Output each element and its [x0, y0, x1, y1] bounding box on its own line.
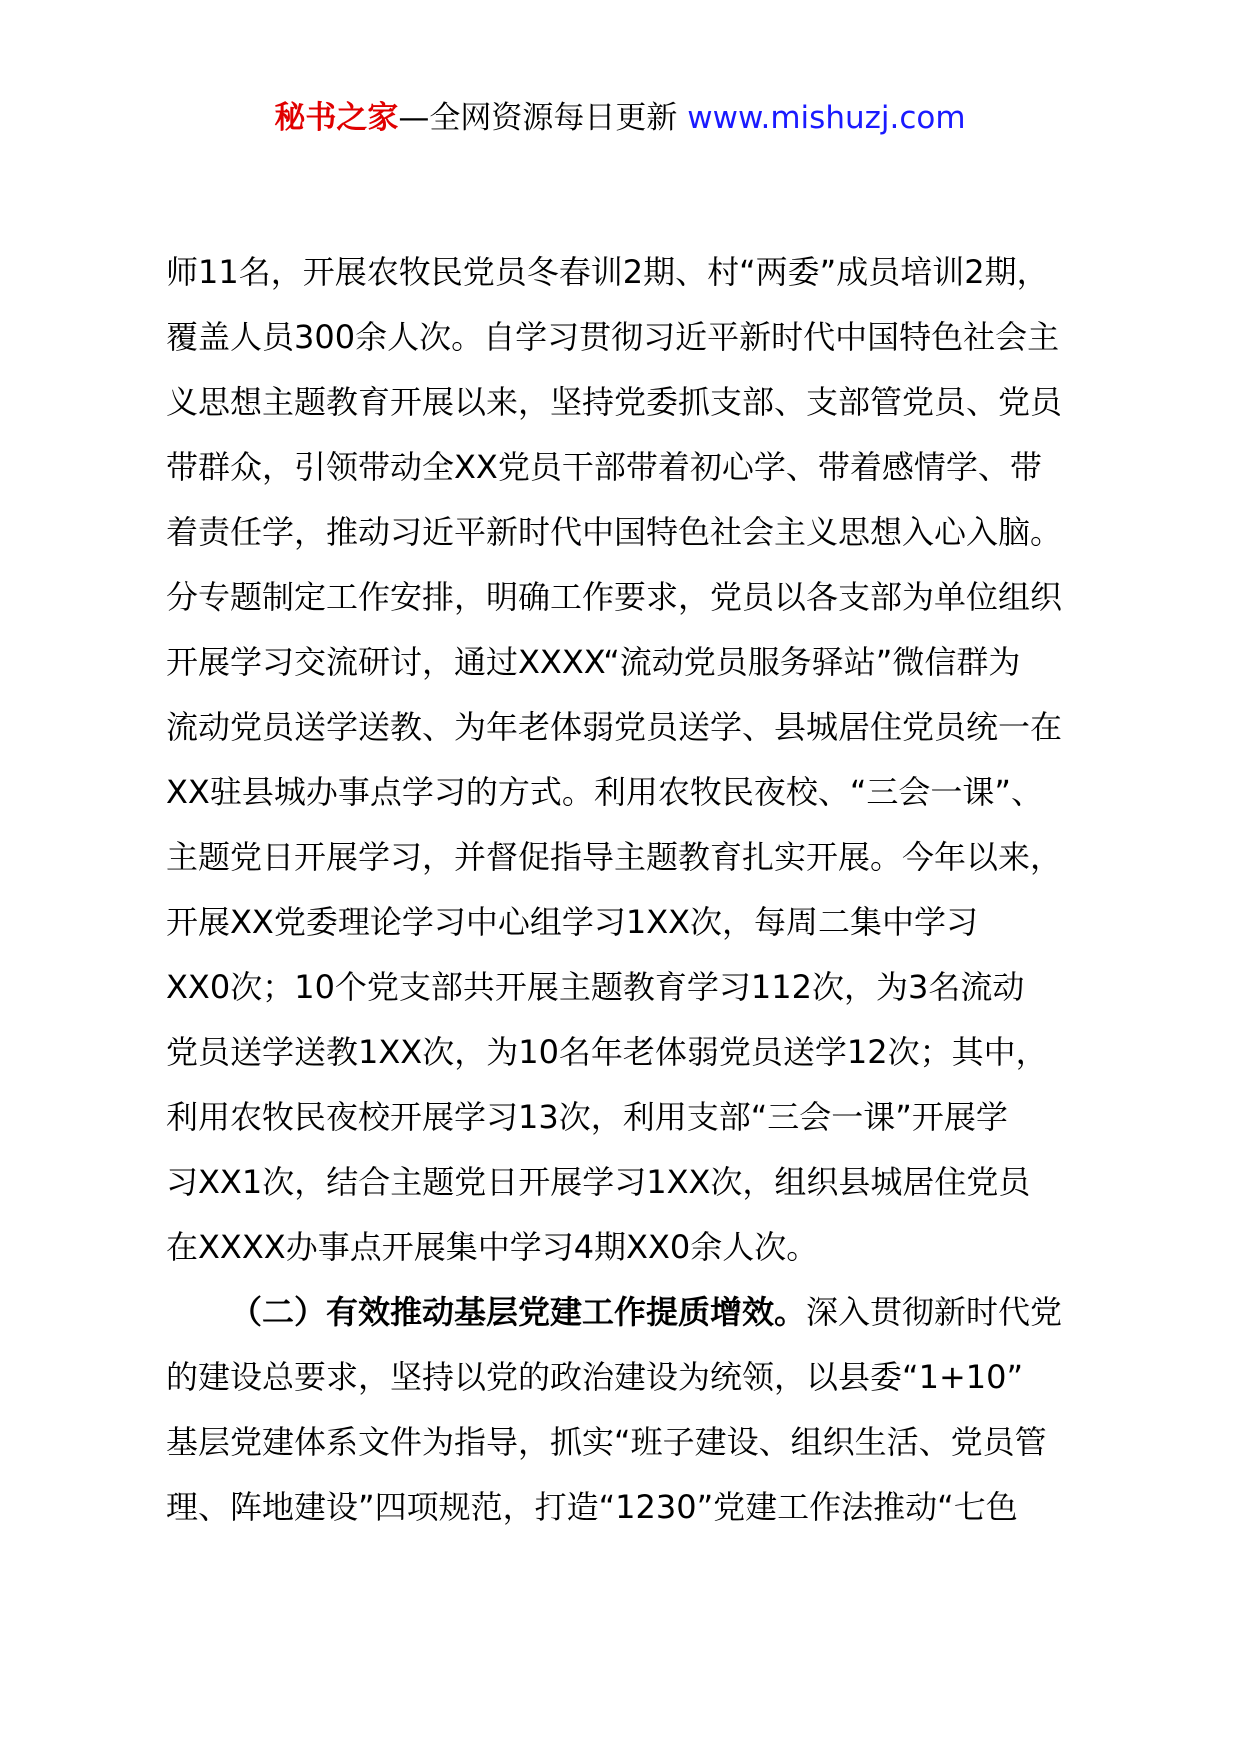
- text-line: 流动党员送学送教、为年老体弱党员送学、县城居住党员统一在: [166, 708, 1063, 746]
- text-line: 开展学习交流研讨，通过XXXX“流动党员服务驿站”微信群为: [166, 643, 1021, 681]
- text-line: 习XX1次，结合主题党日开展学习1XX次，组织县城居住党员: [166, 1163, 1031, 1201]
- document-body: [166, 240, 1126, 1540]
- text-line: 主题党日开展学习，并督促指导主题教育扎实开展。今年以来，: [166, 838, 1063, 876]
- section-heading-line: [166, 1280, 1126, 1345]
- page-header: [0, 98, 1240, 138]
- text-line: 带群众，引领带动全XX党员干部带着初心学、带着感情学、带: [166, 448, 1042, 486]
- text-line: 着责任学，推动习近平新时代中国特色社会主义思想入心入脑。: [166, 513, 1063, 551]
- text-line: XX驻县城办事点学习的方式。利用农牧民夜校、“三会一课”、: [166, 773, 1044, 811]
- text-line: 在XXXX办事点开展集中学习4期XX0余人次。: [166, 1228, 819, 1266]
- text-line: 基层党建体系文件为指导，抓实“班子建设、组织生活、党员管: [166, 1423, 1047, 1461]
- section-first-line-text: 深入贯彻新时代党: [806, 1293, 1063, 1331]
- text-line: 的建设总要求，坚持以党的政治建设为统领，以县委“1+10”: [166, 1358, 1024, 1396]
- header-tagline: —全网资源每日更新: [398, 100, 678, 136]
- section-heading: （二）有效推动基层党建工作提质增效。: [230, 1293, 807, 1331]
- text-line: 义思想主题教育开展以来，坚持党委抓支部、支部管党员、党员: [166, 383, 1063, 421]
- brand-name: 秘书之家: [274, 100, 399, 136]
- text-line: 师11名，开展农牧民党员冬春训2期、村“两委”成员培训2期，: [166, 253, 1049, 291]
- text-line: 利用农牧民夜校开展学习13次，利用支部“三会一课”开展学: [166, 1098, 1008, 1136]
- text-line: 分专题制定工作安排，明确工作要求，党员以各支部为单位组织: [166, 578, 1063, 616]
- text-line: 理、阵地建设”四项规范，打造“1230”党建工作法推动“七色: [166, 1488, 1018, 1526]
- text-line: XX0次；10个党支部共开展主题教育学习112次，为3名流动: [166, 968, 1025, 1006]
- text-line: 开展XX党委理论学习中心组学习1XX次，每周二集中学习: [166, 903, 979, 941]
- site-url-link[interactable]: www.mishuzj.com: [687, 100, 966, 136]
- text-line: 党员送学送教1XX次，为10名年老体弱党员送学12次；其中，: [166, 1033, 1048, 1071]
- text-line: 覆盖人员300余人次。自学习贯彻习近平新时代中国特色社会主: [166, 318, 1060, 356]
